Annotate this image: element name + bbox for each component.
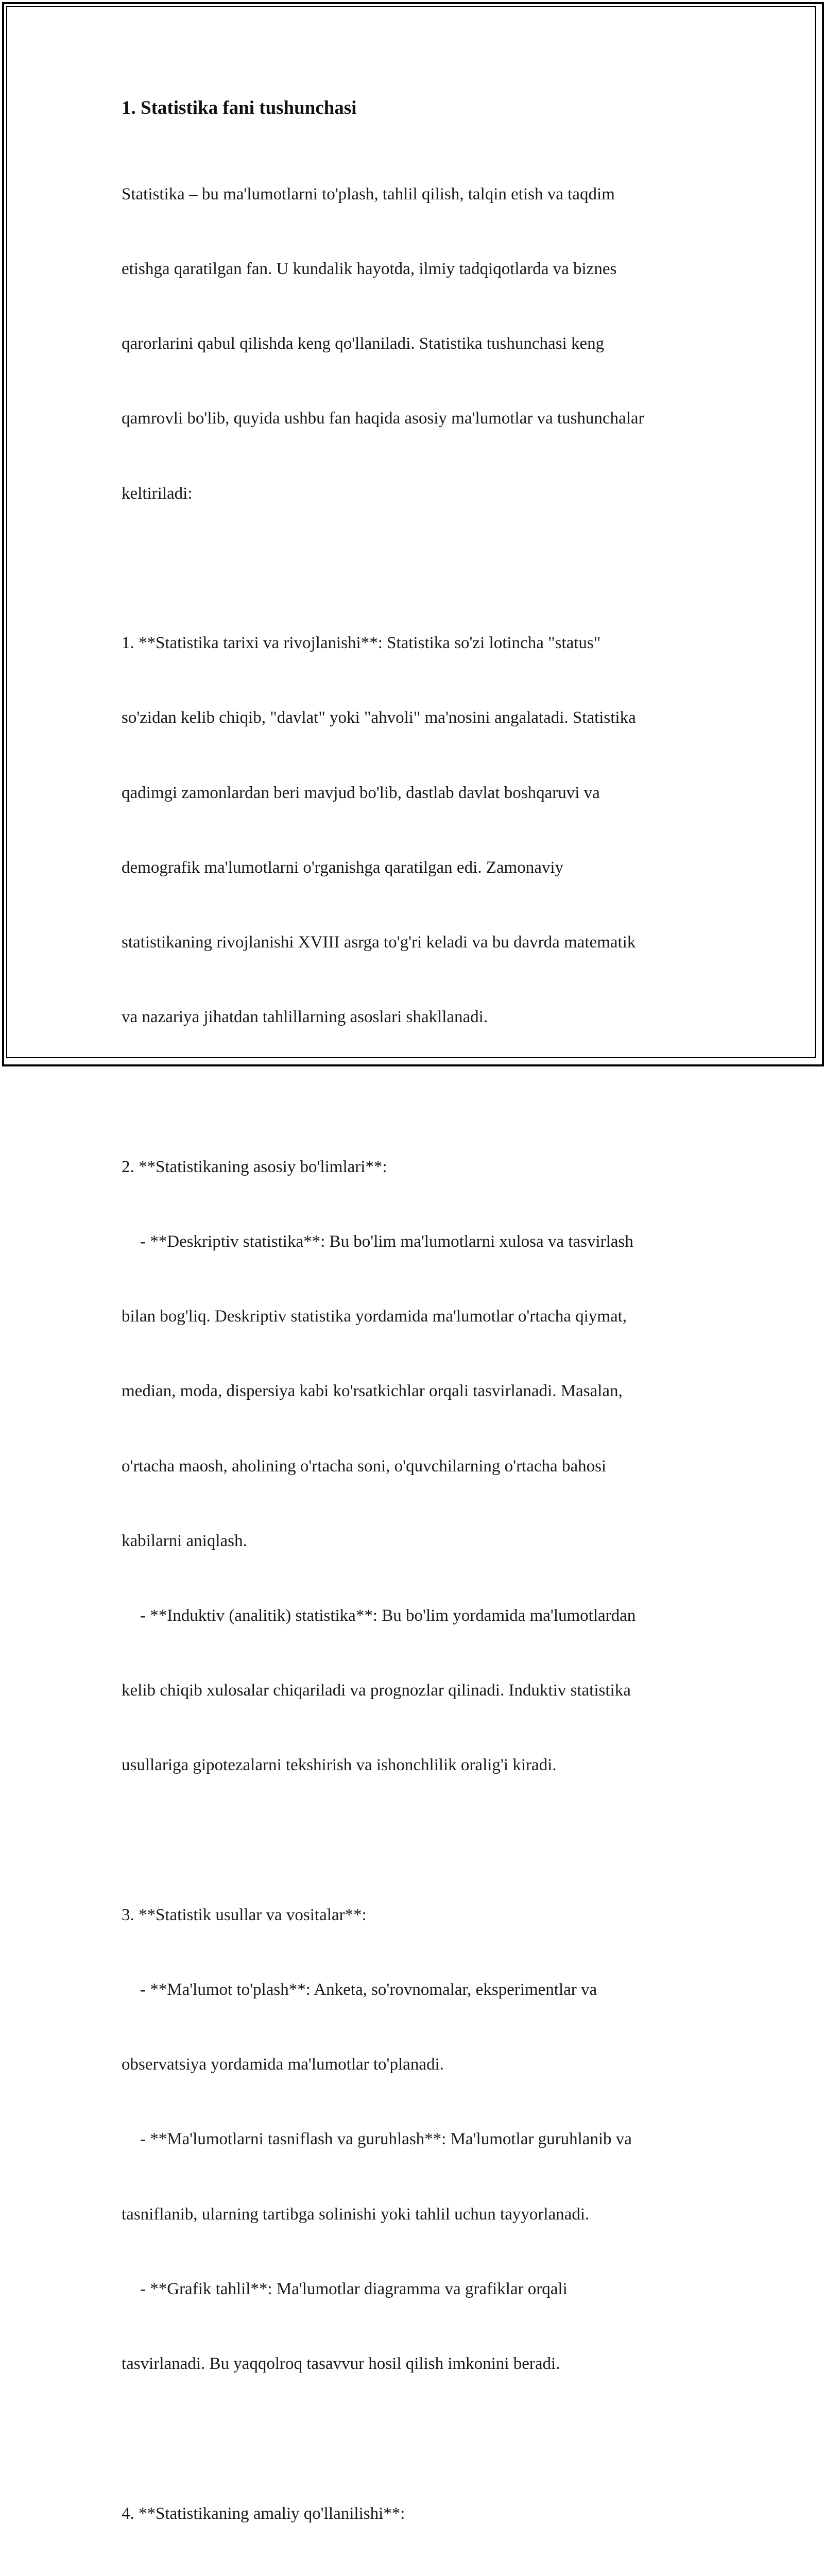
text-line: keltiriladi: [122,481,714,506]
text-line: tasvirlanadi. Bu yaqqolroq tasavvur hosil qilish imkonini beradi. [122,2351,714,2376]
text-line: o'rtacha maosh, aholining o'rtacha soni, o'quvchilarning o'rtacha bahosi [122,1454,714,1479]
section-3-heading: 3. **Statistik usullar va vositalar**: [122,1903,714,1927]
list-item-first-line: - **Grafik tahlil**: Ma'lumotlar diagramma va grafiklar orqali [122,2277,714,2301]
text-line: qarorlarini qabul qilishda keng qo'llaniladi. Statistika tushunchasi keng [122,331,714,356]
text-line: etishga qaratilgan fan. U kundalik hayotda, ilmiy tadqiqotlarda va biznes [122,257,714,281]
text-line: statistikaning rivojlanishi XVIII asrga to'g'ri keladi va bu davrda matematik [122,930,714,955]
section-2-paragraph [122,1105,714,1828]
list-item-first-line: - **Induktiv (analitik) statistika**: Bu bo'lim yordamida ma'lumotlardan [122,1603,714,1628]
section-4-paragraph [122,2451,714,2576]
text-line: kelib chiqib xulosalar chiqariladi va prognozlar qilinadi. Induktiv statistika [122,1678,714,1703]
text-line: median, moda, dispersiya kabi ko'rsatkichlar orqali tasvirlanadi. Masalan, [122,1379,714,1403]
text-line: usullariga gipotezalarni tekshirish va ishonchlilik oralig'i kiradi. [122,1753,714,1777]
list-item-first-line: - **Deskriptiv statistika**: Bu bo'lim ma'lumotlarni xulosa va tasvirlash [122,1229,714,1254]
section-4-heading: 4. **Statistikaning amaliy qo'llanilishi**: [122,2501,714,2526]
text-line: qadimgi zamonlardan beri mavjud bo'lib, dastlab davlat boshqaruvi va [122,781,714,805]
text-line: so'zidan kelib chiqib, "davlat" yoki "ahvoli" ma'nosini angalatadi. Statistika [122,705,714,730]
document-title: 1. Statistika fani tushunchasi [122,96,714,121]
text-line: kabilarni aniqlash. [122,1529,714,1553]
list-item-first-line: - **Ma'lumot to'plash**: Anketa, so'rovnomalar, eksperimentlar va [122,1977,714,2002]
text-line: demografik ma'lumotlarni o'rganishga qaratilgan edi. Zamonaviy [122,855,714,880]
text-line: observatsiya yordamida ma'lumotlar to'planadi. [122,2052,714,2077]
section-1-paragraph [122,581,714,1079]
text-line: bilan bog'liq. Deskriptiv statistika yordamida ma'lumotlar o'rtacha qiymat, [122,1304,714,1329]
text-line: Statistika – bu ma'lumotlarni to'plash, tahlil qilish, talqin etish va taqdim [122,182,714,207]
text-line: tasniflanib, ularning tartibga solinishi yoki tahlil uchun tayyorlanadi. [122,2202,714,2227]
intro-paragraph [122,132,714,556]
section-2-heading: 2. **Statistikaning asosiy bo'limlari**: [122,1155,714,1179]
paragraph-gap [122,556,714,581]
text-line: 1. **Statistika tarixi va rivojlanishi**: Statistika so'zi lotincha "status" [122,631,714,655]
list-item-first-line: - **Ma'lumotlarni tasniflash va guruhlash**: Ma'lumotlar guruhlanib va [122,2127,714,2151]
text-line: qamrovli bo'lib, quyida ushbu fan haqida asosiy ma'lumotlar va tushunchalar [122,406,714,431]
paragraph-gap [122,2426,714,2451]
paragraph-gap [122,1828,714,1853]
section-3-paragraph [122,1853,714,2426]
document-body [122,96,714,2576]
text-line: va nazariya jihatdan tahlillarning asoslari shakllanadi. [122,1005,714,1029]
paragraph-gap [122,1079,714,1104]
